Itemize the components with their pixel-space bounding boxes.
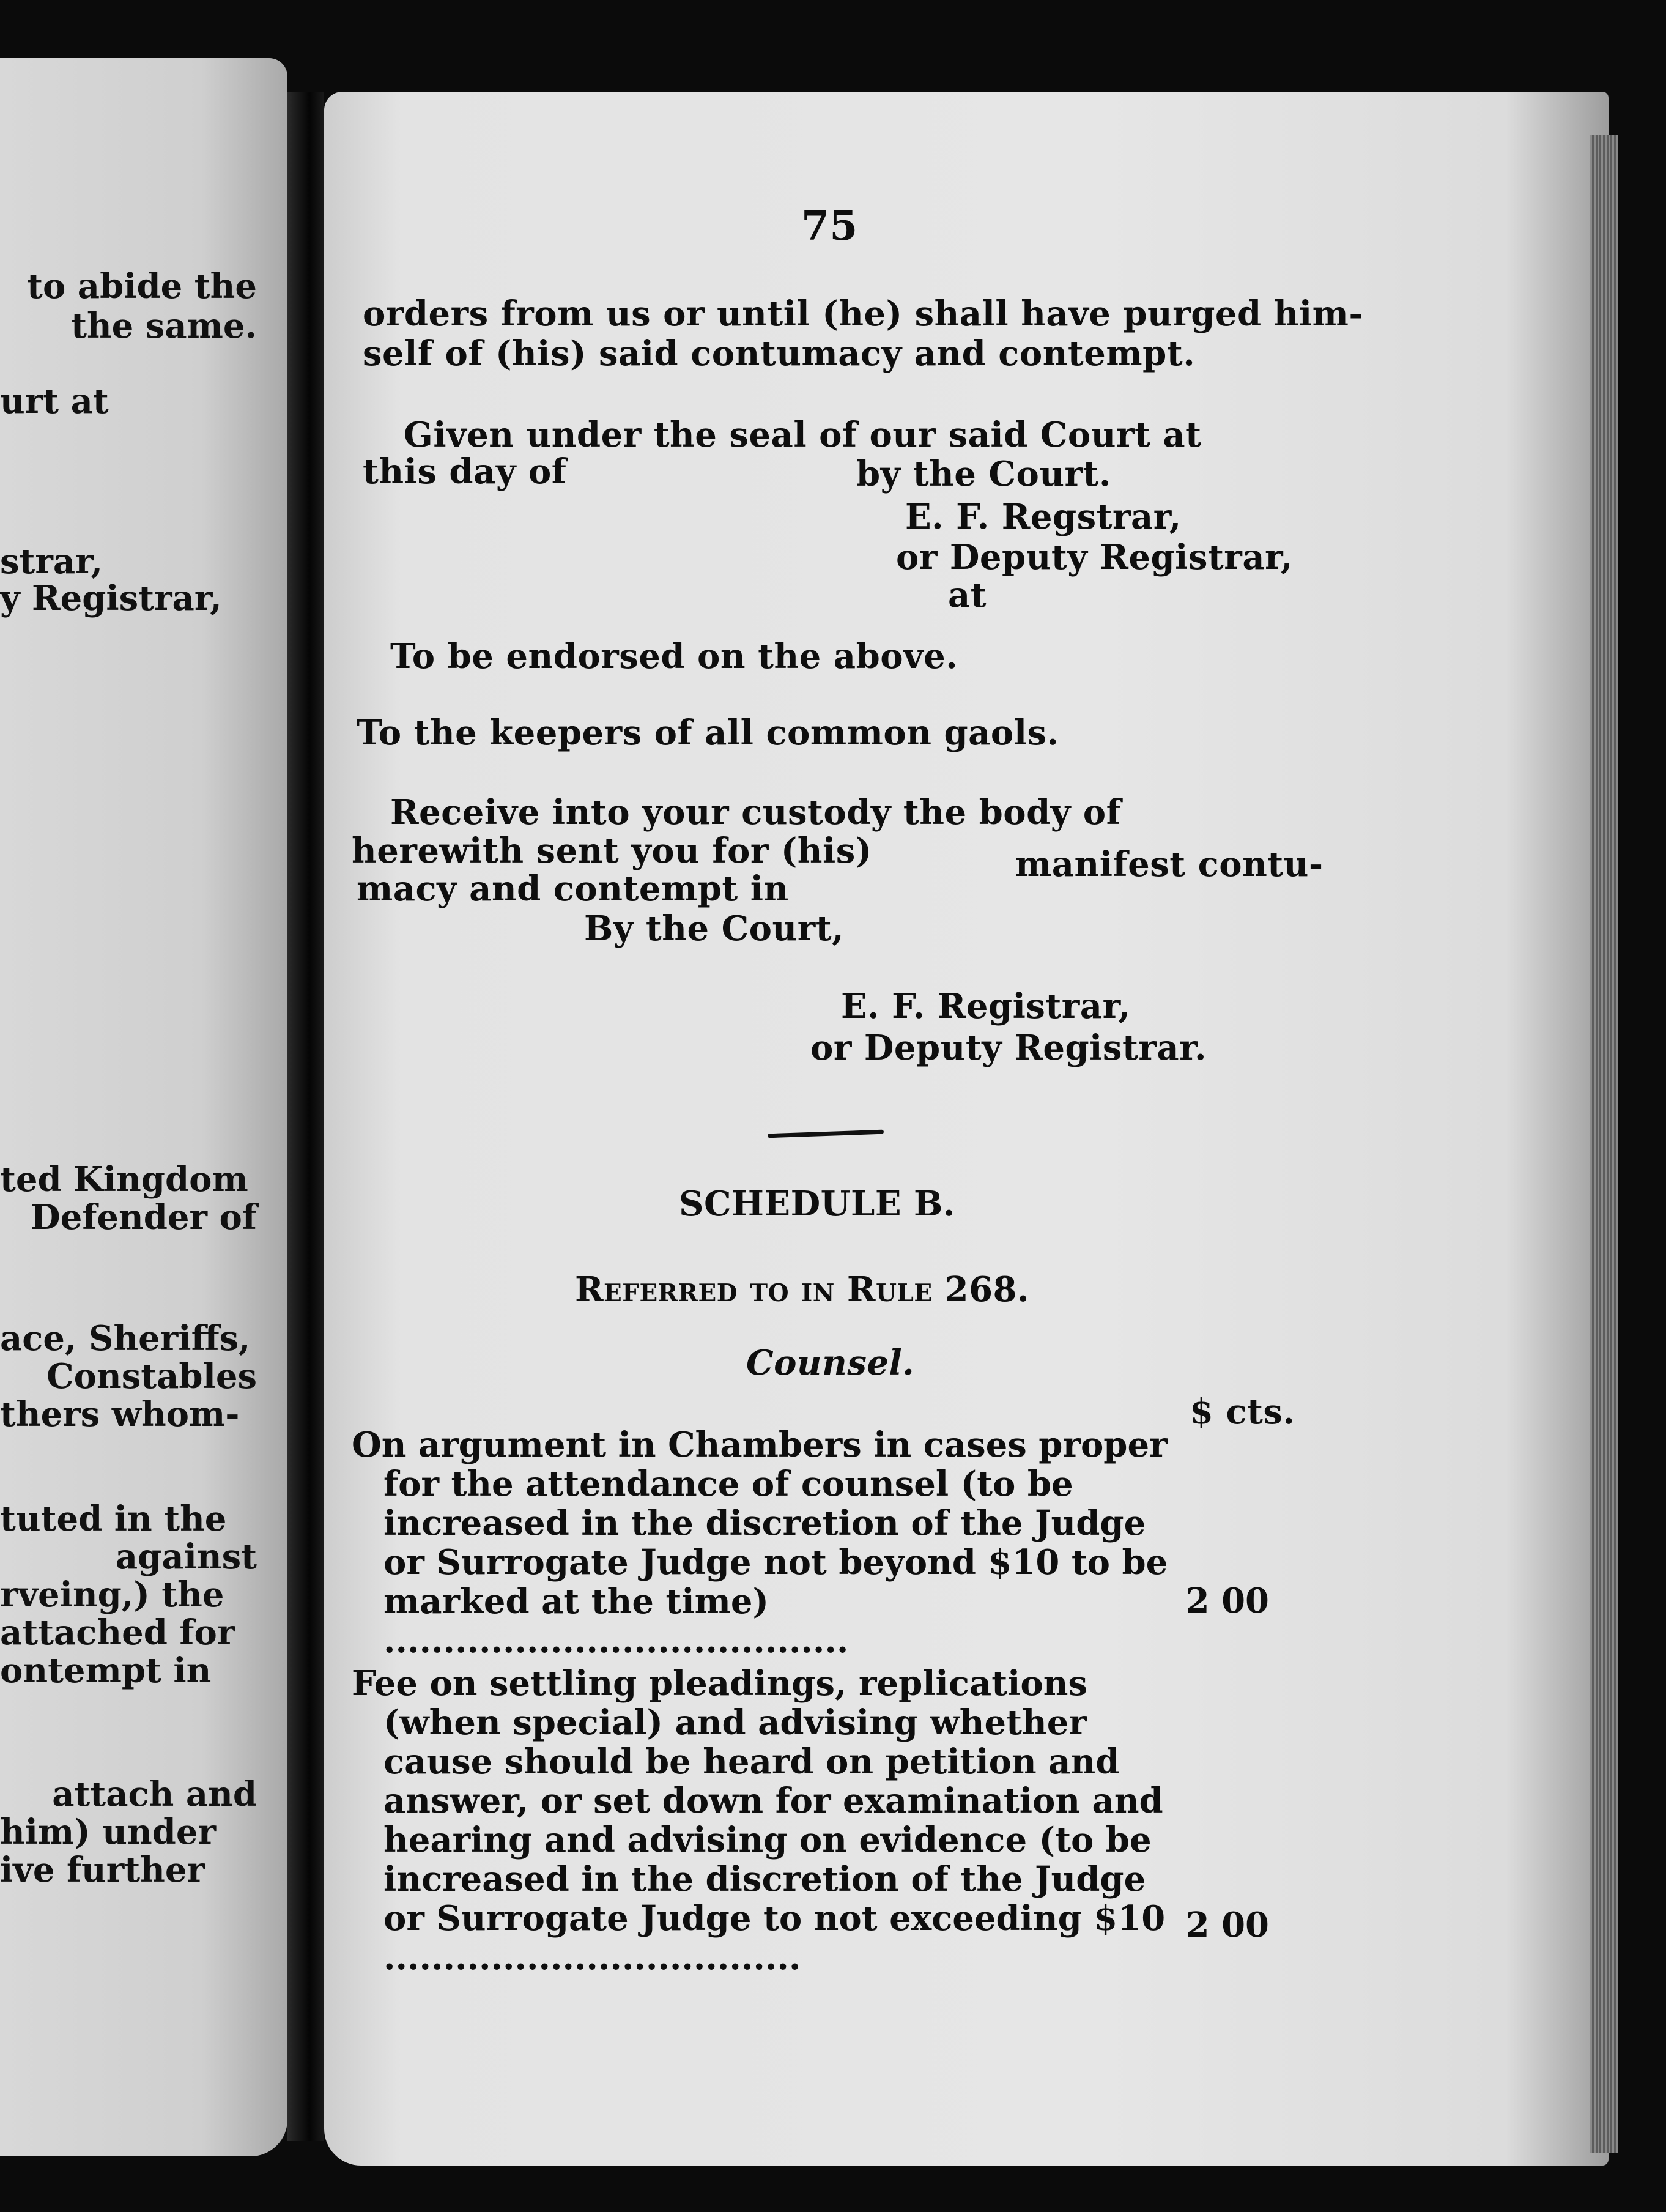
address-line: To the keepers of all common gaols. bbox=[357, 713, 1059, 753]
book-spine bbox=[287, 92, 324, 2141]
fee-entry-amount: 2 00 bbox=[1185, 1905, 1269, 1945]
registrar-signature: or Deputy Registrar, bbox=[896, 537, 1294, 577]
left-fragment: attached for bbox=[0, 1613, 235, 1653]
court-line: By the Court, bbox=[584, 908, 845, 949]
fee-entry bbox=[352, 1425, 1269, 1661]
left-fragment: y Registrar, bbox=[0, 578, 222, 618]
receive-line: Receive into your custody the body of bbox=[390, 792, 1122, 833]
left-fragment: ace, Sheriffs, bbox=[0, 1318, 251, 1359]
left-fragment: strar, bbox=[0, 541, 103, 582]
left-page bbox=[0, 58, 287, 2156]
schedule-reference: Referred to in Rule 268. bbox=[575, 1269, 1030, 1310]
receive-line: herewith sent you for (his) bbox=[352, 831, 872, 871]
left-fragment: tuted in the bbox=[0, 1499, 227, 1539]
registrar-signature: or Deputy Registrar. bbox=[810, 1028, 1207, 1068]
page-number: 75 bbox=[801, 202, 858, 250]
given-line: by the Court. bbox=[856, 454, 1111, 494]
fee-entry-text: On argument in Chambers in cases proper for the attendance of counsel (to be increased in the discretion of the Judge or Surrogate Judge not beyond $10 to be marked at the time) ....................................... bbox=[352, 1425, 1168, 1661]
receive-line: macy and contempt in bbox=[357, 869, 789, 909]
left-fragment: rveing,) the bbox=[0, 1575, 224, 1615]
left-fragment: to abide the bbox=[27, 266, 257, 306]
fee-entry-text: Fee on settling pleadings, replications (when special) and advising whether cause should be heard on petition and answer, or set down for examination and hearing and advising on evidence (to be increased in the discretion of the Judge or Surrogate Judge to not exceeding $10 ................................... bbox=[352, 1663, 1166, 1978]
left-fragment: Constables bbox=[46, 1356, 257, 1397]
registrar-signature: at bbox=[948, 575, 987, 615]
left-fragment: ted Kingdom bbox=[0, 1159, 248, 1200]
given-line: this day of bbox=[363, 451, 567, 492]
left-fragment: him) under bbox=[0, 1812, 216, 1852]
left-fragment: against bbox=[115, 1537, 257, 1577]
endorse-note: To be endorsed on the above. bbox=[390, 636, 958, 677]
fee-entry-amount: 2 00 bbox=[1185, 1581, 1269, 1621]
left-fragment: ontempt in bbox=[0, 1650, 212, 1691]
given-line: Given under the seal of our said Court at bbox=[404, 415, 1202, 455]
section-heading: Counsel. bbox=[746, 1343, 915, 1383]
writ-line: self of (his) said contumacy and contempt. bbox=[363, 333, 1196, 374]
left-fragment: attach and bbox=[52, 1774, 257, 1814]
registrar-signature: E. F. Registrar, bbox=[841, 986, 1131, 1026]
fee-entry bbox=[352, 1663, 1269, 1978]
left-fragment: the same. bbox=[71, 306, 257, 346]
left-fragment: thers whom- bbox=[0, 1394, 240, 1434]
left-fragment: urt at bbox=[0, 381, 109, 421]
left-fragment: Defender of bbox=[31, 1197, 257, 1238]
page-edge bbox=[1590, 135, 1618, 2153]
amount-column-header: $ cts. bbox=[1190, 1392, 1295, 1432]
left-fragment: ive further bbox=[0, 1850, 205, 1890]
registrar-signature: E. F. Regstrar, bbox=[905, 497, 1182, 537]
receive-line: manifest contu- bbox=[1015, 844, 1324, 885]
schedule-title: SCHEDULE B. bbox=[679, 1184, 955, 1224]
writ-line: orders from us or until (he) shall have purged him- bbox=[363, 294, 1364, 334]
